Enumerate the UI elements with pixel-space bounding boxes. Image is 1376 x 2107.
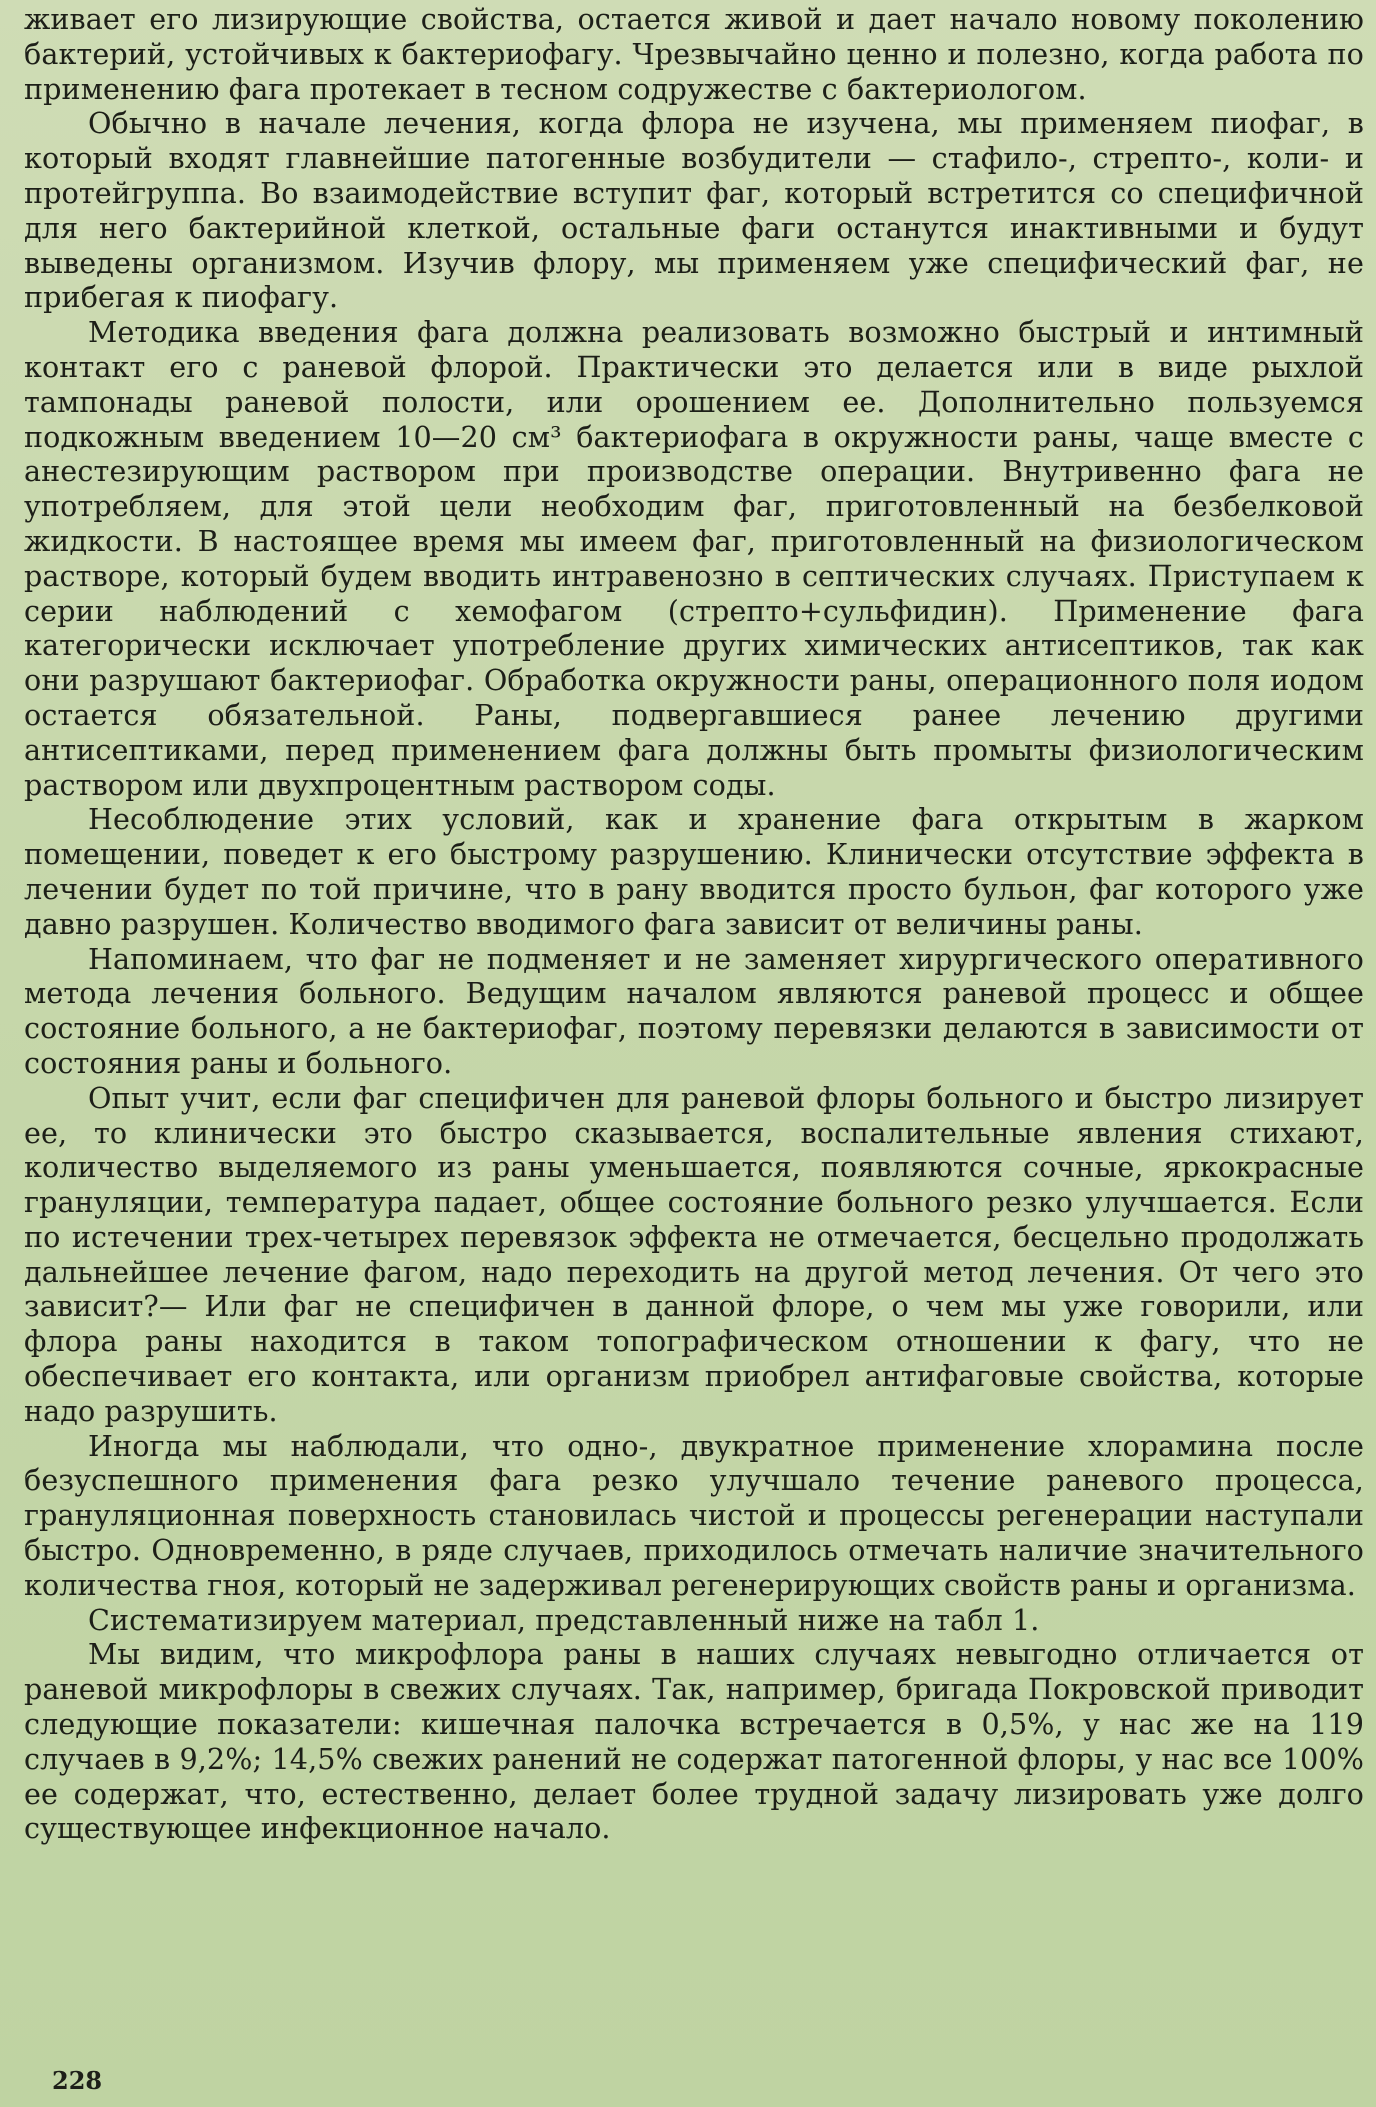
paragraph-6: Опыт учит, если фаг специфичен для раневой флоры больного и быстро лизирует ее, то клинически это быстро сказывается, воспалительные явления стихают, количество выделяемого из раны уменьшается, появляются сочные, яркокрасные грануляции, температура падает, общее состояние больного резко улучшается. Если по истечении трех-четырех перевязок эффекта не отмечается, бесцельно продолжать дальнейшее лечение фагом, надо переходить на другой метод лечения. От чего это зависит?— Или фаг не специфичен в данной флоре, о чем мы уже говорили, или флора раны находится в таком топографическом отношении к фагу, что не обеспечивает его контакта, или организм приобрел антифаговые свойства, которые надо разрушить. bbox=[24, 1080, 1364, 1428]
paragraph-1: живает его лизирующие свойства, остается живой и дает начало новому поколению бактерий, устойчивых к бактериофагу. Чрезвычайно ценно и полезно, когда работа по применению фага протекает в тесном содружестве с бактериологом. bbox=[24, 2, 1364, 106]
body-text bbox=[24, 2, 1364, 1846]
paragraph-5: Напоминаем, что фаг не подменяет и не заменяет хирургического оперативного метода лечения больного. Ведущим началом являются раневой процесс и общее состояние больного, а не бактериофаг, поэтому перевязки делаются в зависимости от состояния раны и больного. bbox=[24, 941, 1364, 1080]
paragraph-8: Систематизируем материал, представленный ниже на табл 1. bbox=[88, 1602, 1040, 1637]
paragraph-3: Методика введения фага должна реализовать возможно быстрый и интимный контакт его с раневой флорой. Практически это делается или в виде рыхлой тампонады раневой полости, или орошением ее. Дополнительно пользуемся подкожным введением 10—20 см³ бактериофага в окружности раны, чаще вместе с анестезирующим раствором при производстве операции. Внутривенно фага не употребляем, для этой цели необходим фаг, приготовленный на безбелковой жидкости. В настоящее время мы имеем фаг, приготовленный на физиологическом растворе, который будем вводить интравенозно в септических случаях. Приступаем к серии наблюдений с хемофагом (стрепто+сульфидин). Применение фага категорически исключает употребление других химических антисептиков, так как они разрушают бактериофаг. Обработка окружности раны, операционного поля иодом остается обязательной. Раны, подвергавшиеся ранее лечению другими антисептиками, перед применением фага должны быть промыты физиологическим раствором или двухпроцентным раствором соды. bbox=[24, 315, 1364, 802]
paragraph-9: Мы видим, что микрофлора раны в наших случаях невыгодно отличается от раневой микрофлоры в свежих случаях. Так, например, бригада Покровской приводит следующие показатели: кишечная палочка встречается в 0,5%, у нас же на 119 случаев в 9,2%; 14,5% свежих ранений не содержат патогенной флоры, у нас все 100% ее содержат, что, естественно, делает более трудной задачу лизировать уже долго существующее инфекционное начало. bbox=[24, 1637, 1364, 1846]
paragraph-7: Иногда мы наблюдали, что одно-, двукратное применение хлорамина после безуспешного применения фага резко улучшало течение раневого процесса, грануляционная поверхность становилась чистой и процессы регенерации наступали быстро. Одновременно, в ряде случаев, приходилось отмечать наличие значительного количества гноя, который не задерживал регенерирующих свойств раны и организма. bbox=[24, 1428, 1364, 1602]
paragraph-4: Несоблюдение этих условий, как и хранение фага открытым в жарком помещении, поведет к его быстрому разрушению. Клинически отсутствие эффекта в лечении будет по той причине, что в рану вводится просто бульон, фаг которого уже давно разрушен. Количество вводимого фага зависит от величины раны. bbox=[24, 802, 1364, 941]
paragraph-2: Обычно в начале лечения, когда флора не изучена, мы применяем пиофаг, в который входят главнейшие патогенные возбудители — стафило-, стрепто-, коли- и протейгруппа. Во взаимодействие вступит фаг, который встретится со специфичной для него бактерийной клеткой, остальные фаги останутся инактивными и будут выведены организмом. Изучив флору, мы применяем уже специфический фаг, не прибегая к пиофагу. bbox=[24, 106, 1364, 315]
page-number: 228 bbox=[52, 2066, 103, 2095]
